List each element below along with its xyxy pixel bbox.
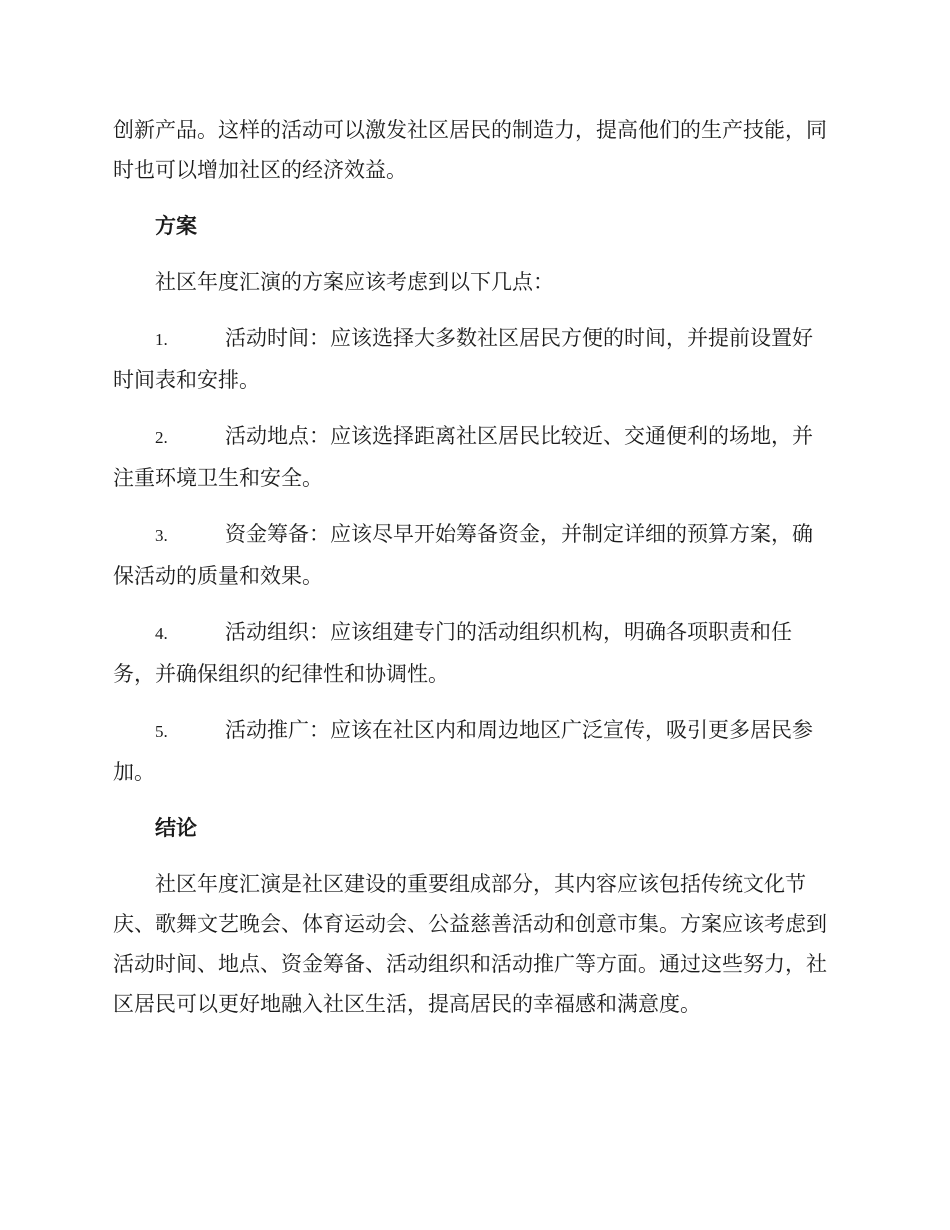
list-item [113,710,833,792]
document-body [113,110,833,1040]
list-item-number: 3. [155,526,168,545]
list-item-text: 资金筹备：应该尽早开始筹备资金，并制定详细的预算方案，确保活动的质量和效果。 [113,522,813,588]
conclusion-paragraph: 社区年度汇演是社区建设的重要组成部分，其内容应该包括传统文化节庆、歌舞文艺晚会、体育运动会、公益慈善活动和创意市集。方案应该考虑到活动时间、地点、资金筹备、活动组织和活动推广等方面。通过这些努力，社区居民可以更好地融入社区生活，提高居民的幸福感和满意度。 [113,872,827,1016]
list-item-text: 活动地点：应该选择距离社区居民比较近、交通便利的场地，并注重环境卫生和安全。 [113,424,813,490]
conclusion-heading: 结论 [155,815,197,840]
list-item-number: 4. [155,624,168,643]
list-item [113,514,833,596]
list-item [113,416,833,498]
list-item [113,318,833,400]
list-item-text: 活动组织：应该组建专门的活动组织机构，明确各项职责和任务，并确保组织的纪律性和协调性。 [113,620,792,686]
intro-paragraph: 创新产品。这样的活动可以激发社区居民的制造力，提高他们的生产技能，同时也可以增加社区的经济效益。 [113,118,827,182]
list-item-number: 5. [155,722,168,741]
list-item-number: 1. [155,330,168,349]
list-item-text: 活动时间：应该选择大多数社区居民方便的时间，并提前设置好时间表和安排。 [113,326,813,392]
list-item-number: 2. [155,428,168,447]
plan-lead-paragraph: 社区年度汇演的方案应该考虑到以下几点： [155,270,554,294]
list-item [113,612,833,694]
plan-heading: 方案 [155,213,197,238]
list-item-text: 活动推广：应该在社区内和周边地区广泛宣传，吸引更多居民参加。 [113,718,813,784]
